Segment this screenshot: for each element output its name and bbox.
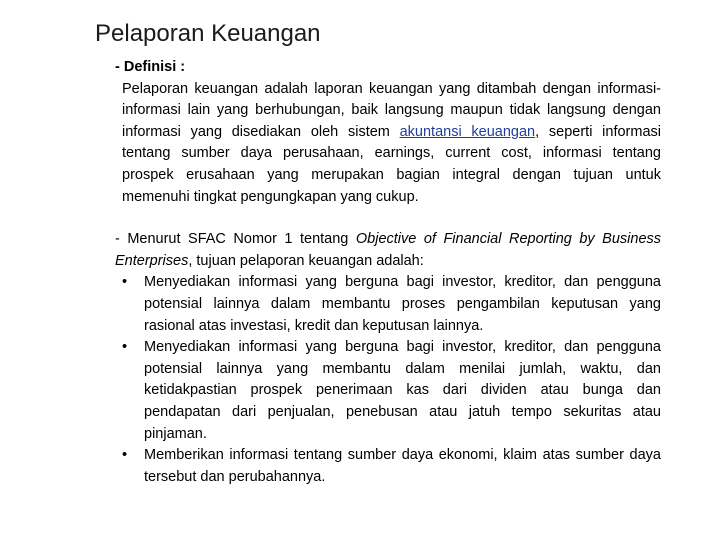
page-title: Pelaporan Keuangan xyxy=(95,20,321,47)
tujuan-list xyxy=(115,272,661,488)
list-item-text: Menyediakan informasi yang berguna bagi investor, kreditor, dan pengguna potensial lainnya dalam membantu proses pengambilan keputusan yang rasional atas investasi, kredit dan keputusan lainnya. xyxy=(144,274,661,334)
menurut-intro-suffix: , tujuan pelaporan keuangan adalah: xyxy=(188,252,424,269)
definisi-paragraph xyxy=(115,79,661,209)
bullet-icon: • xyxy=(122,339,128,356)
list-item-text: Menyediakan informasi yang berguna bagi investor, kreditor, dan pengguna potensial lainnya yang membantu dalam menilai jumlah, waktu, dan ketidakpastian prospek penerimaan kas dari dividen atau bunga dan pendapatan dari penjualan, penebusan atau jatuh tempo sekuritas atau pinjaman. xyxy=(144,339,661,442)
akuntansi-keuangan-link[interactable]: akuntansi keuangan xyxy=(399,123,536,140)
slide-content xyxy=(115,57,661,488)
definisi-text-before: Pelaporan keuangan adalah laporan keuangan yang ditambah dengan informasi-informasi lain yang berhubungan, baik langsung maupun tidak langsung dengan informasi yang disediakan oleh sistem xyxy=(122,80,661,140)
menurut-intro xyxy=(115,229,661,272)
menurut-intro-prefix: - Menurut SFAC Nomor 1 tentang xyxy=(115,231,356,248)
list-item xyxy=(122,337,661,445)
definisi-text-after: , seperti informasi tentang sumber daya perusahaan, earnings, current cost, informasi tentang prospek erusahaan yang merupakan bagian integral dengan tujuan untuk memenuhi tingkat pengungkapan yang cukup. xyxy=(122,123,661,205)
list-item xyxy=(122,445,661,488)
menurut-intro-italic: Objective of Financial Reporting by Business Enterprises xyxy=(115,231,662,269)
list-item-text: Memberikan informasi tentang sumber daya ekonomi, klaim atas sumber daya tersebut dan perubahannya. xyxy=(144,447,661,485)
bullet-icon: • xyxy=(122,447,128,464)
definisi-label: - Definisi : xyxy=(115,59,186,75)
list-item xyxy=(122,272,661,337)
bullet-icon: • xyxy=(122,274,128,291)
definisi-label-line xyxy=(115,57,661,79)
